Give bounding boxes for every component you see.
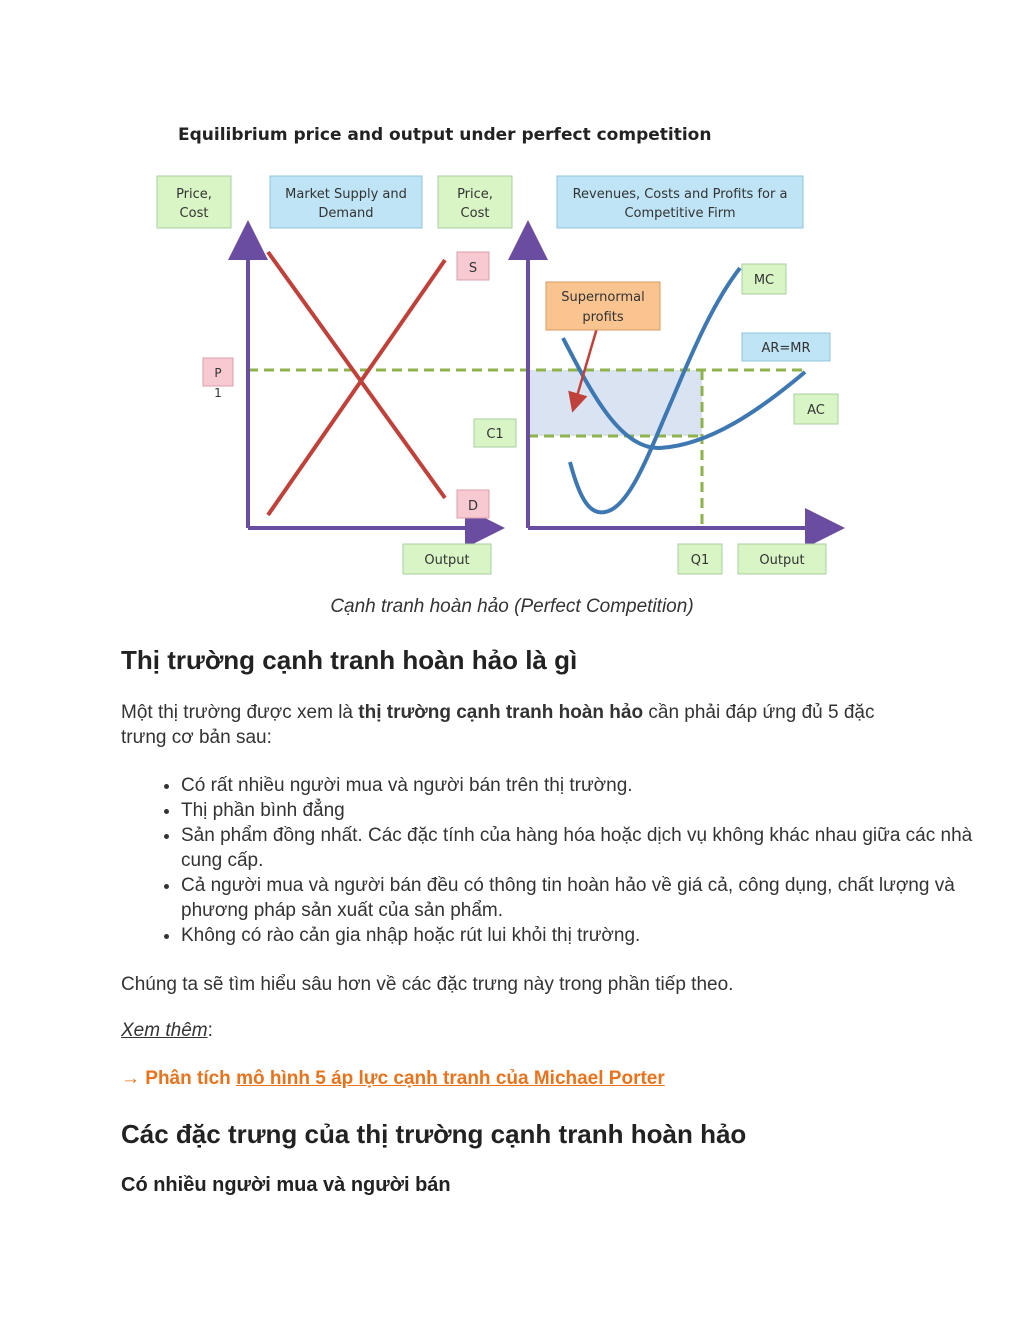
price-cost-label-left (157, 176, 231, 228)
p1-label (203, 358, 233, 400)
market-supply-demand-label (270, 176, 422, 228)
porter-five-forces-link[interactable]: mô hình 5 áp lực cạnh tranh của Michael Porter (236, 1068, 665, 1089)
characteristics-list (121, 773, 981, 948)
svg-text:Cost: Cost (460, 206, 490, 221)
mc-label (742, 264, 786, 294)
price-cost-label-mid (438, 176, 512, 228)
svg-text:1: 1 (214, 386, 222, 400)
svg-text:Supernormal: Supernormal (561, 290, 645, 305)
closing-paragraph: Chúng ta sẽ tìm hiểu sâu hơn về các đặc trưng này trong phần tiếp theo. (121, 974, 734, 995)
svg-text:S: S (468, 261, 478, 276)
economics-figure (150, 110, 850, 585)
figure-title: Equilibrium price and output under perfect competition (178, 125, 712, 145)
svg-text:C1: C1 (486, 427, 504, 442)
related-article: → Phân tích mô hình 5 áp lực cạnh tranh của Michael Porter (121, 1068, 665, 1089)
ar-mr-label (742, 333, 830, 361)
intro-bold-term: thị trường cạnh tranh hoàn hảo (358, 702, 644, 723)
subheading: Có nhiều người mua và người bán (121, 1174, 451, 1196)
svg-text:AC: AC (807, 403, 825, 418)
list-item: • Sản phẩm đồng nhất. Các đặc tính của hàng hóa hoặc dịch vụ không khác nhau giữa các nhà cung cấp. (181, 823, 981, 873)
list-item: • Không có rào cản gia nhập hoặc rút lui khỏi thị trường. (181, 923, 981, 948)
list-item: • Thị phần bình đẳng (181, 798, 981, 823)
intro-paragraph: Một thị trường được xem là thị trường cạnh tranh hoàn hảo cần phải đáp ứng đủ 5 đặc trưng cơ bản sau: (121, 702, 875, 748)
section-heading-2: Các đặc trưng của thị trường cạnh tranh hoàn hảo (121, 1119, 747, 1149)
ac-label (794, 394, 838, 424)
figure-caption: Cạnh tranh hoàn hảo (Perfect Competition) (330, 596, 694, 617)
svg-text:Price,: Price, (457, 187, 493, 202)
c1-label (474, 419, 516, 447)
see-more-link[interactable]: Xem thêm (121, 1020, 208, 1041)
svg-text:MC: MC (753, 273, 775, 288)
q1-label (678, 544, 722, 574)
section-heading-1: Thị trường cạnh tranh hoàn hảo là gì (121, 645, 578, 675)
svg-text:Revenues, Costs and Profits fo: Revenues, Costs and Profits for a (572, 187, 788, 202)
list-item: • Cả người mua và người bán đều có thông tin hoàn hảo về giá cả, công dụng, chất lượng và phương pháp sản xuất của sản phẩm. (181, 873, 981, 923)
svg-text:Competitive Firm: Competitive Firm (624, 206, 736, 221)
svg-text:AR=MR: AR=MR (761, 341, 811, 356)
svg-text:Cost: Cost (179, 206, 209, 221)
svg-text:Price,: Price, (176, 187, 212, 202)
svg-text:P: P (214, 366, 222, 380)
output-label-left (403, 544, 491, 574)
svg-text:Q1: Q1 (690, 553, 710, 568)
demand-curve (268, 252, 445, 498)
see-more: Xem thêm: (121, 1020, 213, 1041)
svg-text:Demand: Demand (318, 206, 374, 221)
d-label (457, 490, 489, 518)
s-label (457, 252, 489, 280)
svg-text:Output: Output (759, 553, 805, 568)
output-label-right (738, 544, 826, 574)
svg-text:D: D (467, 499, 479, 514)
competitive-firm-label (557, 176, 803, 228)
list-item: • Có rất nhiều người mua và người bán trên thị trường. (181, 773, 981, 798)
supply-curve (268, 260, 445, 515)
supernormal-profits-label (546, 282, 660, 330)
arrow-icon: → (121, 1068, 140, 1089)
svg-text:profits: profits (582, 310, 624, 325)
svg-text:Market Supply and: Market Supply and (285, 187, 407, 202)
svg-text:Output: Output (424, 553, 470, 568)
